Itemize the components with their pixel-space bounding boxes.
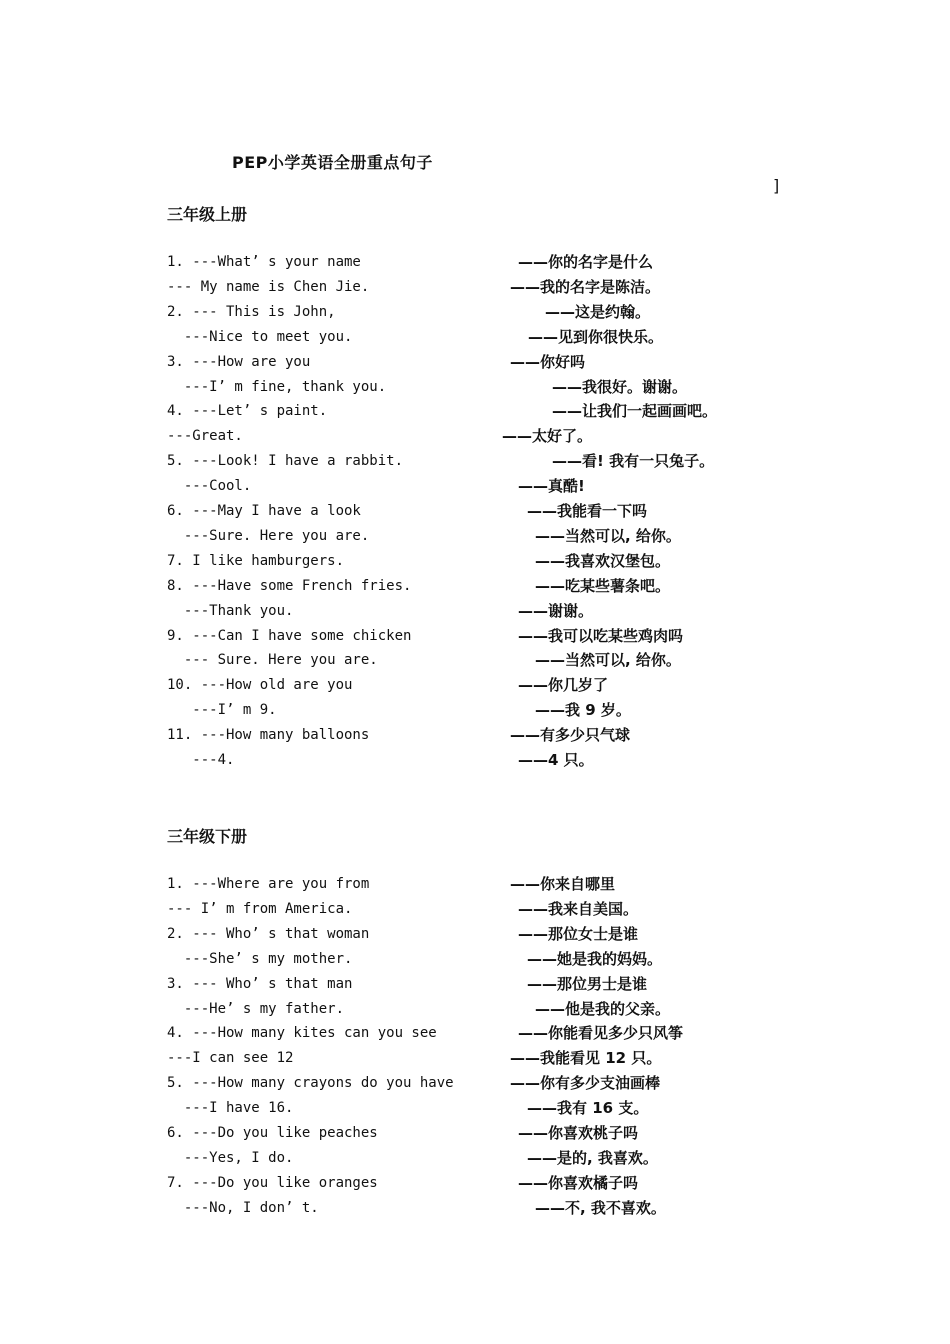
- section-heading-grade3-vol2: 三年级下册: [167, 827, 248, 846]
- chinese-translation: ——你喜欢橘子吗: [518, 1173, 639, 1192]
- sentence-row: [0, 924, 950, 949]
- chinese-translation: ——真酷!: [518, 477, 585, 496]
- sentence-row: [0, 551, 950, 576]
- sentence-row: [0, 874, 950, 899]
- sentence-row: [0, 327, 950, 352]
- chinese-translation: ——我来自美国。: [518, 899, 639, 918]
- english-sentence: ---I’ m 9.: [167, 702, 277, 719]
- chinese-translation: ——我 9 岁。: [535, 701, 631, 720]
- english-sentence: 1. ---What’ s your name: [167, 254, 361, 270]
- sentence-row: [0, 750, 950, 775]
- sentence-row: [0, 277, 950, 302]
- chinese-translation: ——这是约翰。: [545, 302, 651, 321]
- chinese-translation: ——有多少只气球: [510, 726, 631, 745]
- sentence-row: [0, 949, 950, 974]
- sentence-row: [0, 476, 950, 501]
- english-sentence: 1. ---Where are you from: [167, 876, 370, 892]
- english-sentence: 10. ---How old are you: [167, 677, 353, 694]
- english-sentence: --- Sure. Here you are.: [167, 652, 378, 669]
- sentence-row: [0, 252, 950, 277]
- chinese-translation: ——你好吗: [510, 352, 586, 371]
- chinese-translation: ——你有多少支油画棒: [510, 1074, 661, 1093]
- chinese-translation: ——你的名字是什么: [518, 253, 654, 271]
- chinese-translation: ——我有 16 支。: [527, 1099, 649, 1118]
- chinese-translation: ——看! 我有一只兔子。: [552, 452, 715, 471]
- chinese-translation: ——我的名字是陈洁。: [510, 277, 661, 296]
- sentence-row: [0, 725, 950, 750]
- chinese-translation: ——让我们一起画画吧。: [552, 402, 718, 421]
- english-sentence: ---4.: [167, 752, 235, 768]
- chinese-translation: ——是的, 我喜欢。: [527, 1148, 658, 1167]
- english-sentence: 4. ---How many kites can you see: [167, 1025, 437, 1042]
- sentence-row: [0, 501, 950, 526]
- chinese-translation: ——你来自哪里: [510, 875, 616, 893]
- chinese-translation: ——我可以吃某些鸡肉吗: [518, 626, 684, 645]
- chinese-translation: ——我能看见 12 只。: [510, 1049, 662, 1068]
- english-sentence: 5. ---Look! I have a rabbit.: [167, 453, 404, 470]
- english-sentence: ---I have 16.: [167, 1100, 294, 1117]
- sentence-row: [0, 999, 950, 1024]
- english-sentence: ---He’ s my father.: [167, 1000, 345, 1017]
- english-sentence: 7. ---Do you like oranges: [167, 1174, 378, 1191]
- english-sentence: --- I’ m from America.: [167, 900, 353, 917]
- stray-bracket-mark: ]: [773, 176, 780, 195]
- sentence-row: [0, 700, 950, 725]
- sentence-row: [0, 1173, 950, 1198]
- sentence-row: [0, 426, 950, 451]
- english-sentence: ---No, I don’ t.: [167, 1199, 319, 1216]
- chinese-translation: ——我喜欢汉堡包。: [535, 551, 671, 570]
- english-sentence: 5. ---How many crayons do you have: [167, 1075, 454, 1092]
- sentence-row: [0, 1048, 950, 1073]
- sentence-row: [0, 302, 950, 327]
- chinese-translation: ——那位女士是谁: [518, 924, 639, 943]
- english-sentence: 2. --- Who’ s that woman: [167, 925, 370, 942]
- english-sentence: 9. ---Can I have some chicken: [167, 627, 412, 644]
- sentence-row: [0, 675, 950, 700]
- english-sentence: 6. ---Do you like peaches: [167, 1125, 378, 1141]
- chinese-translation: ——吃某些薯条吧。: [535, 576, 671, 595]
- sentence-row: [0, 650, 950, 675]
- chinese-translation: ——她是我的妈妈。: [527, 949, 663, 968]
- english-sentence: ---I’ m fine, thank you.: [167, 378, 387, 395]
- english-sentence: ---I can see 12: [167, 1050, 294, 1067]
- english-sentence: ---Nice to meet you.: [167, 328, 353, 345]
- english-sentence: 3. ---How are you: [167, 353, 311, 370]
- sentence-row: [0, 377, 950, 402]
- english-sentence: ---Sure. Here you are.: [167, 527, 370, 544]
- english-sentence: ---Great.: [167, 428, 243, 445]
- sentence-row: [0, 1123, 950, 1148]
- sentence-row: [0, 1148, 950, 1173]
- chinese-translation: ——你能看见多少只风筝: [518, 1024, 684, 1043]
- english-sentence: 2. --- This is John,: [167, 303, 336, 320]
- chinese-translation: ——你喜欢桃子吗: [518, 1124, 639, 1142]
- chinese-translation: ——我能看一下吗: [527, 502, 648, 520]
- sentence-row: [0, 352, 950, 377]
- sentence-row: [0, 401, 950, 426]
- english-sentence: --- My name is Chen Jie.: [167, 278, 370, 295]
- chinese-translation: ——他是我的父亲。: [535, 999, 671, 1018]
- english-sentence: ---She’ s my mother.: [167, 950, 353, 967]
- sentence-row: [0, 974, 950, 999]
- chinese-translation: ——当然可以, 给你。: [535, 651, 681, 670]
- chinese-translation: ——那位男士是谁: [527, 974, 648, 993]
- english-sentence: ---Thank you.: [167, 602, 294, 619]
- chinese-translation: ——见到你很快乐。: [528, 327, 664, 346]
- sentence-row: [0, 451, 950, 476]
- english-sentence: 7. I like hamburgers.: [167, 552, 345, 569]
- english-sentence: 11. ---How many balloons: [167, 727, 370, 744]
- english-sentence: 8. ---Have some French fries.: [167, 577, 412, 594]
- chinese-translation: ——我很好。谢谢。: [552, 377, 688, 396]
- sentence-row: [0, 526, 950, 551]
- english-sentence: 4. ---Let’ s paint.: [167, 403, 328, 420]
- chinese-translation: ——当然可以, 给你。: [535, 526, 681, 545]
- sentence-row: [0, 899, 950, 924]
- sentence-row: [0, 601, 950, 626]
- sentence-row: [0, 1098, 950, 1123]
- sentence-row: [0, 1198, 950, 1223]
- chinese-translation: ——谢谢。: [518, 601, 594, 620]
- english-sentence: 6. ---May I have a look: [167, 503, 361, 519]
- sentence-row: [0, 1073, 950, 1098]
- page-title: PEP小学英语全册重点句子: [232, 153, 433, 172]
- chinese-translation: ——不, 我不喜欢。: [535, 1198, 666, 1217]
- english-sentence: 3. --- Who’ s that man: [167, 975, 353, 992]
- english-sentence: ---Cool.: [167, 478, 252, 495]
- section-heading-grade3-vol1: 三年级上册: [167, 205, 248, 224]
- sentence-row: [0, 576, 950, 601]
- chinese-translation: ——你几岁了: [518, 676, 609, 695]
- sentence-row: [0, 626, 950, 651]
- chinese-translation: ——太好了。: [502, 427, 593, 446]
- sentence-row: [0, 1023, 950, 1048]
- chinese-translation: ——4 只。: [518, 751, 594, 769]
- english-sentence: ---Yes, I do.: [167, 1149, 294, 1166]
